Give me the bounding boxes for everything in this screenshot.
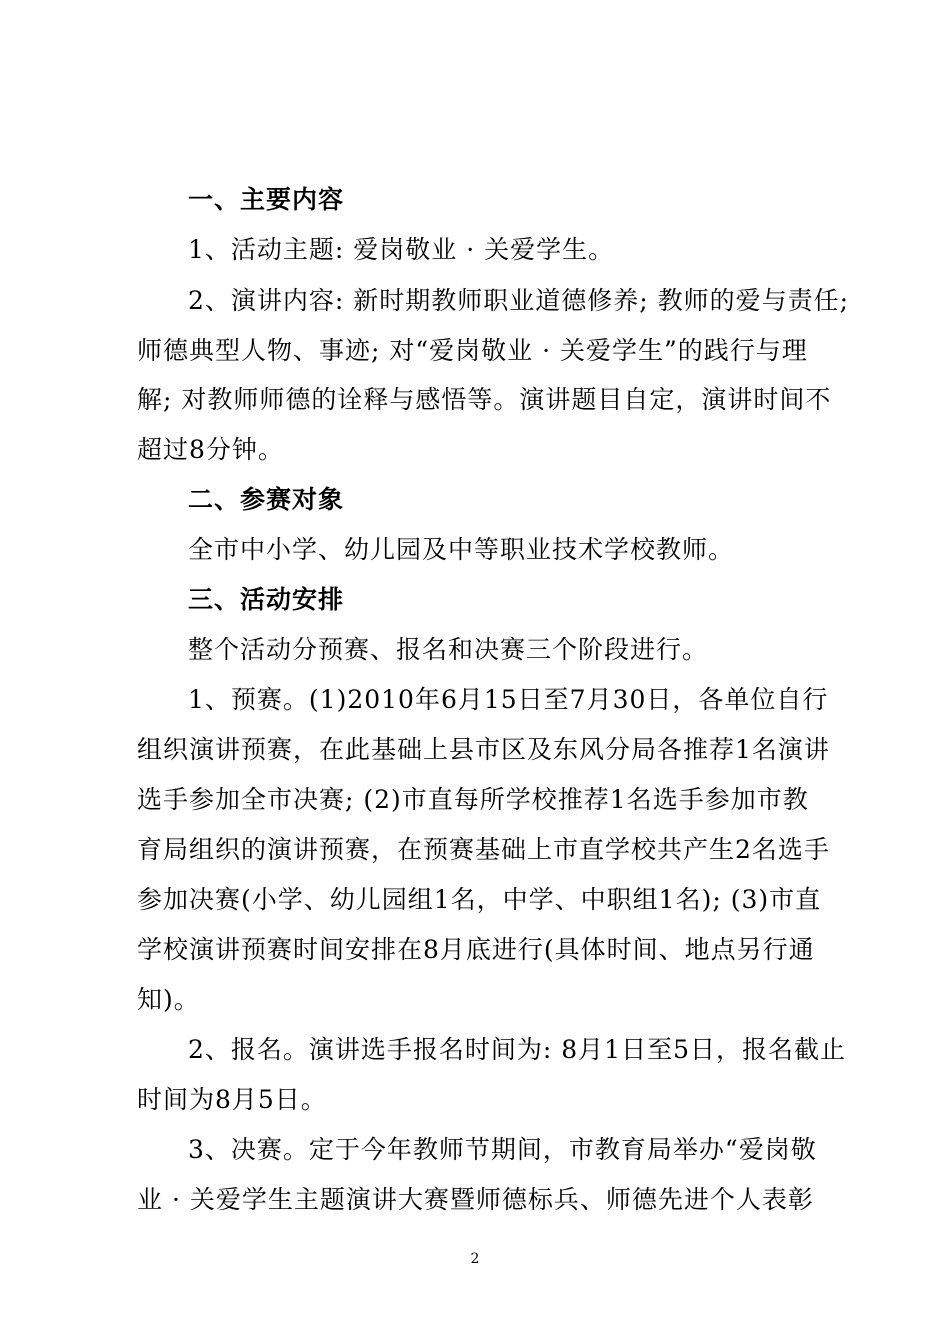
paragraph-line: 超过8分钟。 [137, 435, 284, 464]
paragraph-line: 师德典型人物、事迹; 对“爱岗敬业 · 关爱学生”的践行与理 [137, 336, 808, 365]
paragraph-line: 1、预赛。(1)2010年6月15日至7月30日，各单位自行 [188, 685, 829, 714]
paragraph-line: 业 · 关爱学生主题演讲大赛暨师德标兵、师德先进个人表彰 [137, 1185, 814, 1214]
paragraph-line: 2、演讲内容: 新时期教师职业道德修养; 教师的爱与责任; [188, 286, 850, 315]
heading-participants: 二、参赛对象 [188, 485, 345, 514]
paragraph-line: 学校演讲预赛时间安排在8月底进行(具体时间、地点另行通 [137, 935, 815, 964]
paragraph-line: 整个活动分预赛、报名和决赛三个阶段进行。 [188, 635, 709, 664]
paragraph-line: 知)。 [137, 985, 200, 1014]
paragraph-line: 1、活动主题: 爱岗敬业 · 关爱学生。 [188, 235, 615, 264]
paragraph-line: 解; 对教师师德的诠释与感悟等。演讲题目自定，演讲时间不 [137, 385, 832, 414]
page-number: 2 [470, 1251, 480, 1267]
paragraph-line: 时间为8月5日。 [137, 1085, 327, 1114]
paragraph-line: 全市中小学、幼儿园及中等职业技术学校教师。 [188, 535, 735, 564]
paragraph-line: 育局组织的演讲预赛，在预赛基础上市直学校共产生2名选手 [137, 835, 830, 864]
heading-main-content: 一、主要内容 [188, 185, 345, 214]
paragraph-line: 参加决赛(小学、幼儿园组1名，中学、中职组1名); (3)市直 [137, 885, 822, 914]
paragraph-line: 组织演讲预赛，在此基础上县市区及东风分局各推荐1名演讲 [137, 735, 830, 764]
paragraph-line: 3、决赛。定于今年教师节期间，市教育局举办“爱岗敬 [188, 1135, 817, 1164]
paragraph-line: 选手参加全市决赛; (2)市直每所学校推荐1名选手参加市教 [137, 785, 809, 814]
paragraph-line: 2、报名。演讲选手报名时间为: 8月1日至5日，报名截止 [188, 1035, 846, 1064]
heading-arrangements: 三、活动安排 [188, 585, 345, 614]
